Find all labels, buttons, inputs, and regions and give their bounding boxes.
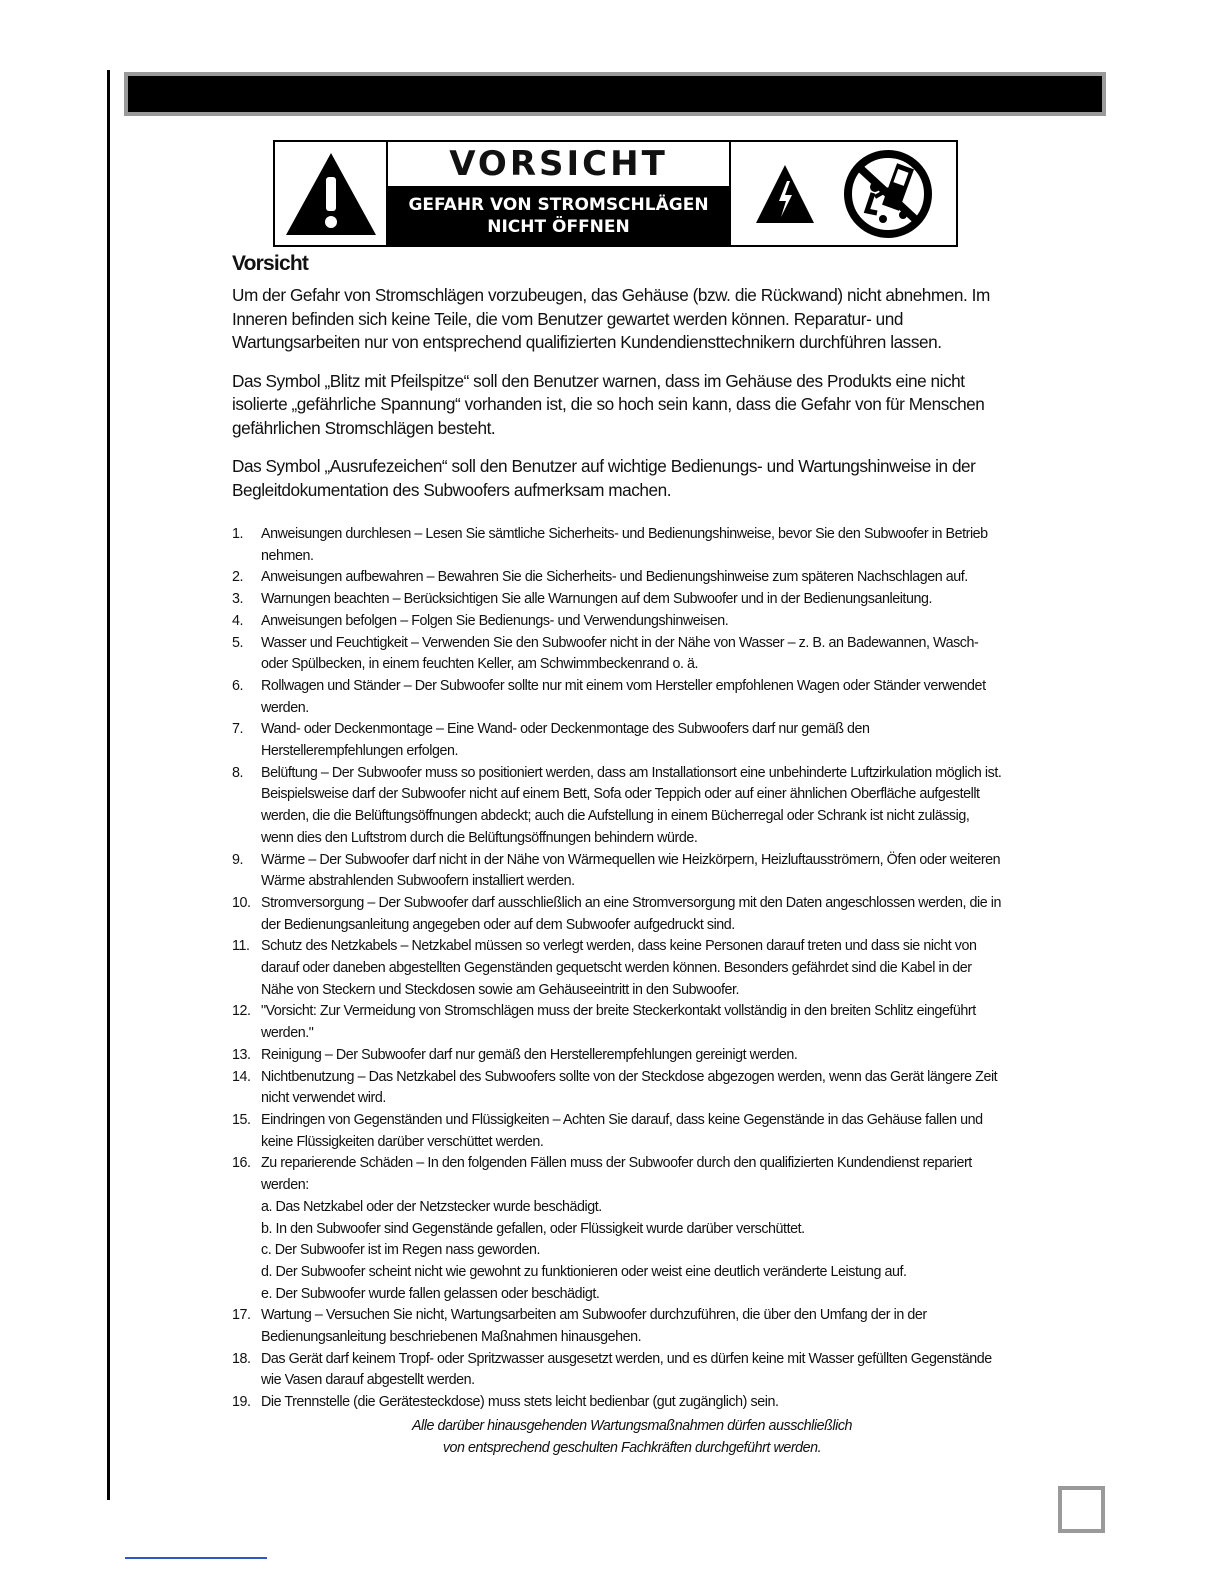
list-item-number: 8. — [232, 764, 244, 781]
warning-line-2: NICHT ÖFFNEN — [487, 216, 630, 237]
list-item-number: 6. — [232, 677, 244, 694]
list-item — [232, 589, 1002, 611]
list-item — [232, 936, 1002, 1001]
list-item — [232, 1001, 1002, 1044]
list-item — [232, 850, 1002, 893]
list-item-number: 18. — [232, 1350, 251, 1367]
footer-note-line-1: Alle darüber hinausgehenden Wartungsmaßnahmen dürfen ausschließlich — [411, 1417, 853, 1434]
list-item — [232, 1067, 1002, 1110]
warning-left-panel — [275, 142, 388, 245]
no-tipping-cart-icon — [843, 149, 933, 239]
list-item-number: 12. — [232, 1003, 251, 1020]
list-item-number: 1. — [232, 526, 244, 542]
list-item-number: 10. — [232, 894, 251, 911]
list-item-number: 19. — [232, 1394, 251, 1411]
footer-note-line-2: von entsprechend geschulten Fachkräften durchgeführt werden. — [442, 1439, 822, 1456]
warning-label — [273, 140, 958, 247]
list-item-text: Anweisungen aufbewahren – Bewahren Sie die Sicherheits- und Bedienungshinweise zum späteren Nachschlagen auf. — [261, 569, 968, 586]
list-item-number: 14. — [232, 1068, 251, 1085]
list-item-number: 16. — [232, 1155, 251, 1172]
sub-list-item: c. Der Subwoofer ist im Regen nass geworden. — [261, 1242, 540, 1259]
list-item-number: 15. — [232, 1111, 251, 1128]
list-item-text: Anweisungen durchlesen – Lesen Sie sämtliche Sicherheits- und Bedienungshinweise, bevor Sie den Subwoofer in Betrieb nehmen. — [261, 526, 988, 564]
list-item-text: Schutz des Netzkabels – Netzkabel müssen so verlegt werden, dass keine Personen darauf treten und dass sie nicht von darauf oder daneben abgestellten Gegenständen gequetscht werden können. Besonders gefährdet sind die Kabel in der Nähe von Steckern und Steckdosen sowie am Gehäuseeintritt in den Subwoofer. — [261, 938, 977, 998]
list-item — [232, 719, 1002, 762]
list-item — [232, 1305, 1002, 1348]
list-item — [232, 676, 1002, 719]
list-item — [232, 633, 1002, 676]
sub-list-item: a. Das Netzkabel oder der Netzstecker wurde beschädigt. — [261, 1198, 602, 1215]
list-item-number: 2. — [232, 569, 244, 586]
list-item-text: Das Gerät darf keinem Tropf- oder Spritzwasser ausgesetzt werden, und es dürfen keine mit Wasser gefüllten Gegenstände wie Vasen darauf abgestellt werden. — [261, 1350, 992, 1389]
list-item — [232, 1153, 1002, 1196]
list-item-number: 9. — [232, 851, 244, 868]
list-item-text: Wand- oder Deckenmontage – Eine Wand- oder Deckenmontage des Subwoofers darf nur gemäß den Herstellerempfehlungen erfolgen. — [261, 721, 870, 760]
intro-paragraph-1: Um der Gefahr von Stromschlägen vorzubeugen, das Gehäuse (bzw. die Rückwand) nicht abnehmen. Im Inneren befinden sich keine Teile, die vom Benutzer gewartet werden können. Reparatur- und Wartungsarbeiten nur von entsprechend qualifizierten Kundendiensttechnikern durchführen lassen. — [232, 285, 990, 352]
left-margin-rule — [107, 70, 110, 1500]
list-item-text: Warnungen beachten – Berücksichtigen Sie alle Warnungen auf dem Subwoofer und in der Bedienungsanleitung. — [261, 591, 932, 608]
warning-line-1: GEFAHR VON STROMSCHLÄGEN — [408, 194, 709, 215]
safety-instructions-list — [232, 524, 1002, 1414]
sub-list-item: b. In den Subwoofer sind Gegenstände gefallen, oder Flüssigkeit wurde darüber verschüttet. — [261, 1220, 805, 1237]
list-item — [232, 763, 1002, 850]
list-item-text: Rollwagen und Ständer – Der Subwoofer sollte nur mit einem vom Hersteller empfohlenen Wagen oder Ständer verwendet werden. — [261, 677, 986, 716]
list-item — [232, 1045, 1002, 1067]
list-item — [232, 1392, 1002, 1414]
list-item-number: 17. — [232, 1307, 251, 1324]
list-item-text: Belüftung – Der Subwoofer muss so positioniert werden, dass am Installationsort eine unbehinderte Luftzirkulation möglich ist. Beispielsweise darf der Subwoofer nicht auf einem Bett, Sofa oder Teppich oder auf einer ähnlichen Oberfläche aufgestellt werden, die die Belüftungsöffnungen abdeckt; auch die Aufstellung in einem Bücherregal oder Schrank ist nicht zulässig, wenn dies den Luftstrom durch die Belüftungsöffnungen behindern würde. — [261, 764, 1002, 846]
page-number-box — [1058, 1486, 1105, 1533]
header-band — [124, 72, 1106, 116]
list-item-text: Wartung – Versuchen Sie nicht, Wartungsarbeiten am Subwoofer durchzuführen, die über den Umfang der in der Bedienungsanleitung beschriebenen Maßnahmen hinausgehen. — [261, 1307, 927, 1346]
bottom-link-underline — [125, 1557, 267, 1559]
list-item-text: Wasser und Feuchtigkeit – Verwenden Sie den Subwoofer nicht in der Nähe von Wasser – z. B. an Badewannen, Wasch- oder Spülbecken, in einem feuchten Keller, am Schwimmbeckenrand o. ä. — [261, 634, 979, 673]
list-item — [232, 524, 1002, 567]
section-heading: Vorsicht — [232, 252, 309, 275]
list-item — [232, 1349, 1002, 1392]
list-item-text: Wärme – Der Subwoofer darf nicht in der Nähe von Wärmequellen wie Heizkörpern, Heizluftausströmern, Öfen oder weiteren Wärme abstrahlenden Subwoofern installiert werden. — [261, 851, 1001, 890]
list-item-text: Anweisungen befolgen – Folgen Sie Bedienungs- und Verwendungshinweisen. — [261, 612, 729, 629]
list-item-text: Stromversorgung – Der Subwoofer darf ausschließlich an eine Stromversorgung mit den Daten angeschlossen werden, die in der Bedienungsanleitung angegeben oder auf dem Subwoofer aufgedruckt sind. — [261, 894, 1002, 933]
warning-subtitle — [388, 186, 729, 245]
list-item-number: 3. — [232, 591, 244, 608]
warning-text-panel — [388, 142, 731, 245]
list-item-number: 7. — [232, 721, 244, 738]
footer-note — [232, 1416, 1002, 1459]
list-item — [232, 611, 1002, 633]
list-item — [232, 1110, 1002, 1153]
document-body — [232, 252, 1002, 1459]
list-item — [232, 893, 1002, 936]
list-item-text: "Vorsicht: Zur Vermeidung von Stromschlägen muss der breite Steckerkontakt vollständig in den breiten Schlitz eingeführt werden." — [261, 1003, 976, 1042]
list-item — [232, 567, 1002, 589]
list-item-text: Nichtbenutzung – Das Netzkabel des Subwoofers sollte von der Steckdose abgezogen werden, wenn das Gerät längere Zeit nicht verwendet wird. — [261, 1068, 998, 1107]
lightning-triangle-icon — [754, 163, 816, 225]
list-item-text: Reinigung – Der Subwoofer darf nur gemäß den Herstellerempfehlungen gereinigt werden. — [261, 1046, 798, 1063]
warning-right-panel — [731, 142, 956, 245]
list-item-number: 13. — [232, 1046, 251, 1063]
sub-list-item: d. Der Subwoofer scheint nicht wie gewohnt zu funktionieren oder weist eine deutlich veränderte Leistung auf. — [261, 1263, 907, 1280]
exclamation-triangle-icon — [284, 151, 378, 237]
list-item-text: Eindringen von Gegenständen und Flüssigkeiten – Achten Sie darauf, dass keine Gegenstände in das Gehäuse fallen und keine Flüssigkeiten darüber verschüttet werden. — [261, 1111, 983, 1150]
intro-paragraph-3: Das Symbol „Ausrufezeichen“ soll den Benutzer auf wichtige Bedienungs- und Wartungshinweise in der Begleitdokumentation des Subwoofers aufmerksam machen. — [232, 456, 976, 500]
list-item-number: 11. — [232, 938, 250, 955]
sub-list-item: e. Der Subwoofer wurde fallen gelassen oder beschädigt. — [261, 1285, 600, 1302]
list-item-number: 4. — [232, 612, 244, 629]
list-item-text: Zu reparierende Schäden – In den folgenden Fällen muss der Subwoofer durch den qualifizierten Kundendienst repariert werden: — [261, 1155, 972, 1194]
intro-paragraph-2: Das Symbol „Blitz mit Pfeilspitze“ soll den Benutzer warnen, dass im Gehäuse des Produkts eine nicht isolierte „gefährliche Spannung“ vorhanden ist, die so hoch sein kann, dass die Gefahr von für Menschen gefährlichen Stromschlägen besteht. — [232, 370, 985, 438]
list-item-text: Die Trennstelle (die Gerätesteckdose) muss stets leicht bedienbar (gut zugänglich) sein. — [261, 1394, 779, 1411]
list-item-number: 5. — [232, 634, 244, 651]
warning-title: VORSICHT — [449, 144, 668, 184]
